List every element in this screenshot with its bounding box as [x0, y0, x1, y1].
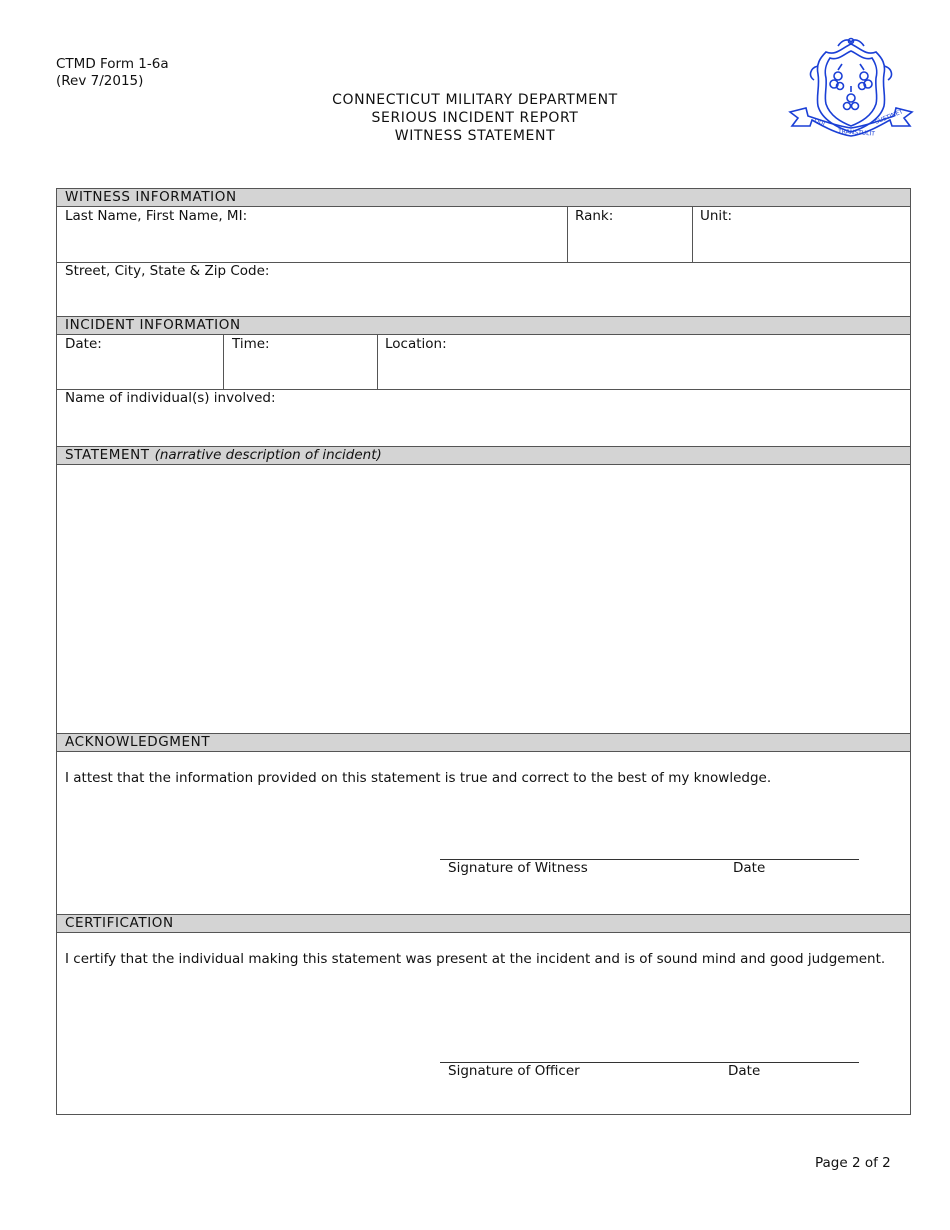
svg-text:QUI: QUI: [813, 117, 826, 128]
page-number: Page 2 of 2: [815, 1155, 891, 1171]
officer-signature-label: Signature of Officer: [448, 1063, 580, 1079]
incident-location-field[interactable]: Location:: [385, 336, 447, 352]
divider: [377, 335, 378, 389]
incident-date-field[interactable]: Date:: [65, 336, 102, 352]
svg-text:SUSTINET: SUSTINET: [874, 108, 904, 126]
statement-heading: STATEMENT: [65, 447, 150, 463]
section-header-acknowledgment: ACKNOWLEDGMENT: [57, 733, 910, 752]
section-header-certification: CERTIFICATION: [57, 914, 910, 933]
witness-signature-label: Signature of Witness: [448, 860, 588, 876]
form-number: CTMD Form 1-6a: [56, 56, 169, 72]
section-header-statement: [57, 446, 910, 465]
form-identifier: [56, 56, 169, 90]
connecticut-seal-icon: [786, 36, 916, 148]
svg-text:TRANSTULIT: TRANSTULIT: [837, 128, 876, 138]
witness-date-label: Date: [733, 860, 766, 876]
certification-statement: I certify that the individual making this statement was present at the incident and is of sound mind and good judgement.: [65, 951, 886, 967]
statement-heading-note: (narrative description of incident): [154, 447, 382, 463]
individuals-involved-field[interactable]: Name of individual(s) involved:: [65, 390, 276, 406]
section-header-incident-information: INCIDENT INFORMATION: [57, 316, 910, 335]
title-line-statement: WITNESS STATEMENT: [394, 128, 556, 144]
statement-narrative-area[interactable]: [57, 465, 910, 733]
witness-rank-field[interactable]: Rank:: [575, 208, 614, 224]
officer-date-label: Date: [728, 1063, 761, 1079]
section-header-witness-information: WITNESS INFORMATION: [57, 189, 910, 207]
form-revision: (Rev 7/2015): [56, 73, 144, 89]
title-line-department: CONNECTICUT MILITARY DEPARTMENT: [332, 92, 618, 108]
acknowledgment-statement: I attest that the information provided on this statement is true and correct to the best of my knowledge.: [65, 770, 772, 786]
divider: [567, 207, 568, 262]
witness-statement-form: [56, 188, 911, 1115]
title-line-report: SERIOUS INCIDENT REPORT: [371, 110, 579, 126]
witness-name-field[interactable]: Last Name, First Name, MI:: [65, 208, 248, 224]
divider: [692, 207, 693, 262]
divider: [223, 335, 224, 389]
incident-time-field[interactable]: Time:: [232, 336, 270, 352]
witness-address-field[interactable]: Street, City, State & Zip Code:: [65, 263, 270, 279]
witness-unit-field[interactable]: Unit:: [700, 208, 733, 224]
